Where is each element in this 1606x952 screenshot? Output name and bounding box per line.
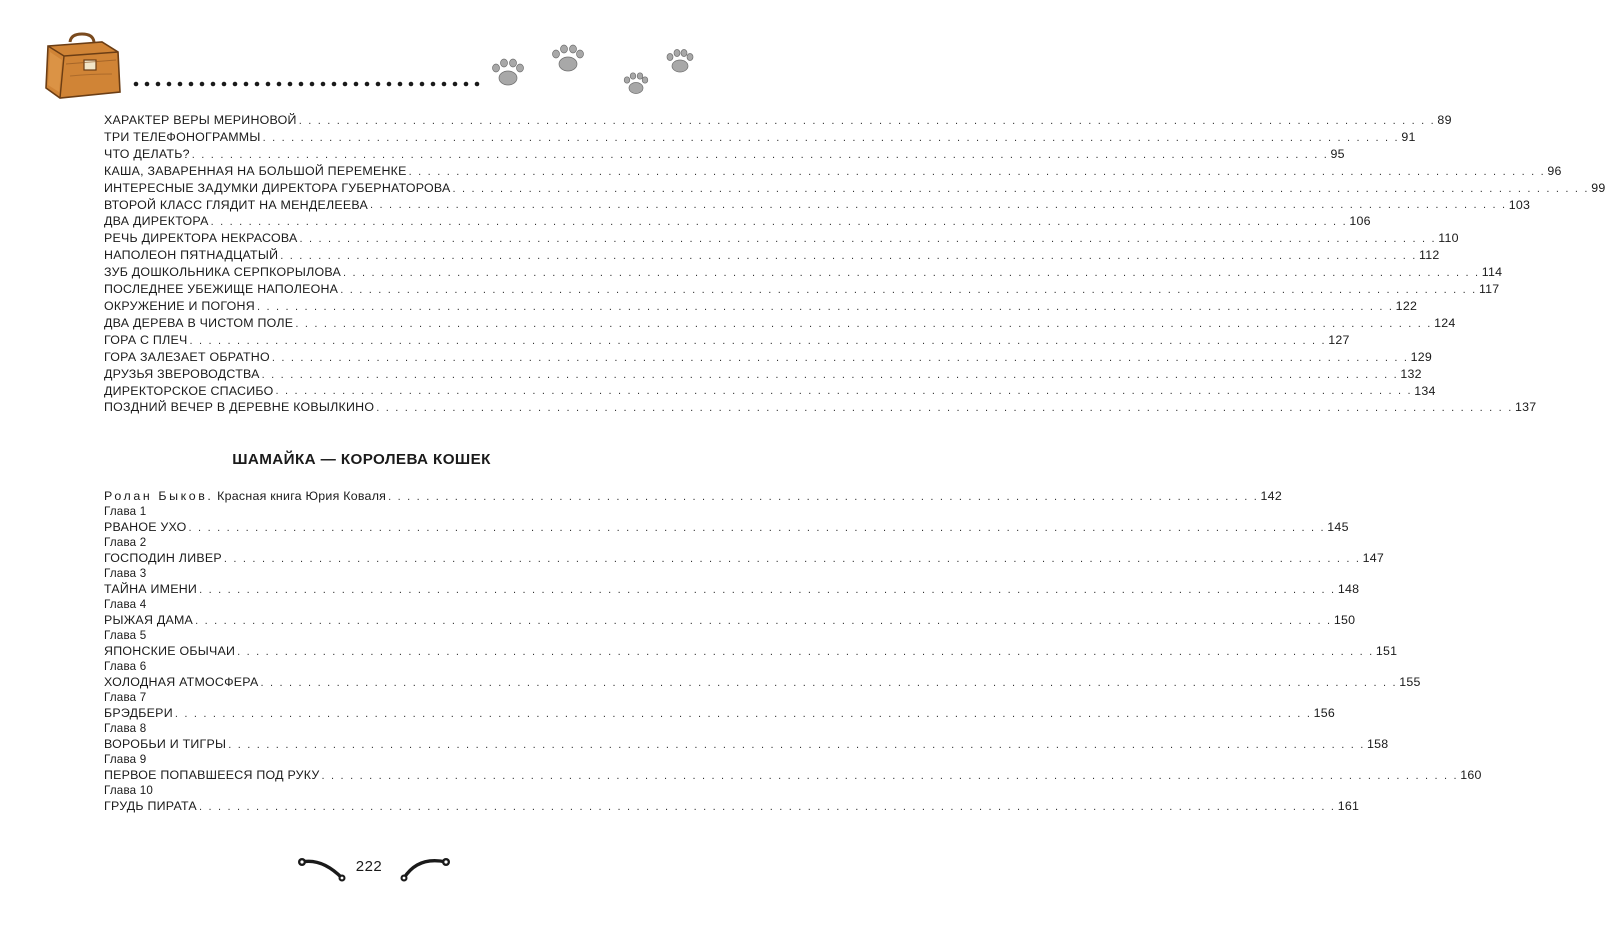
page-number: 112: [1418, 248, 1440, 263]
dot-leader: . . . . . . . . . . . . . . . . . . . . . . . . . . . . . . . . . . . . . . . . . . . . . . . . . . . . . . . . . . . . . . . . . . . . . . . . . . . . . . . . . . . . . . . . . . . .: [388, 491, 1259, 503]
dot-leader: . . . . . . . . . . . . . . . . . . . . . . . . . . . . . . . . . . . . . . . . . . . . . . . . . . . . . . . . . . . . . . . . . . . . . . . . . . . . . . . . . . . . . . . . . . . . . . . . . . . . . . . . . . . . . . . . . . . . . . . .: [295, 317, 1433, 330]
dot-leader: . . . . . . . . . . . . . . . . . . . . . . . . . . . . . . . . . . . . . . . . . . . . . . . . . . . . . . . . . . . . . . . . . . . . . . . . . . . . . . . . . . . . . . . . . . . . . . . . . . . . . . . . . . . . . . . . . . . . . . . .: [299, 233, 1437, 246]
toc-entry[interactable]: [104, 383, 1436, 400]
dot-leader: . . . . . . . . . . . . . . . . . . . . . . . . . . . . . . . . . . . . . . . . . . . . . . . . . . . . . . . . . . . . . . . . . . . . . . . . . . . . . . . . . . . . . . . . . . . . . . . . . . . . . . . . . . . . . . . . . . . . . . . .: [370, 199, 1507, 212]
toc-title: РЫЖАЯ ДАМА: [104, 613, 194, 627]
page-number: 95: [1330, 146, 1345, 161]
toc-entry[interactable]: [104, 163, 1562, 180]
page-number: 134: [1414, 383, 1436, 398]
toc-title: ДРУЗЬЯ ЗВЕРОВОДСТВА: [104, 366, 260, 381]
toc-entry[interactable]: [104, 298, 1418, 315]
page-number: 124: [1434, 315, 1456, 330]
chapter-label: Глава 5: [104, 629, 147, 642]
left-handle-ornament: [296, 852, 348, 882]
dot-leader: . . . . . . . . . . . . . . . . . . . . . . . . . . . . . . . . . . . . . . . . . . . . . . . . . . . . . . . . . . . . . . . . . . . . . . . . . . . . . . . . . . . . . . . . . . . . . . . . . . . . . . . . . . . . . . . . . . . . . . . .: [376, 402, 1513, 415]
chapter-label: Глава 10: [104, 784, 154, 797]
toc-title: ДВА ДЕРЕВА В ЧИСТОМ ПОЛЕ: [104, 315, 294, 330]
dot-leader: . . . . . . . . . . . . . . . . . . . . . . . . . . . . . . . . . . . . . . . . . . . . . . . . . . . . . . . . . . . . . . . . . . . . . . . . . . . . . . . . . . . . . . . . . . . . . . . . . . . . . . . . . . . . . . . . . . . . . . . .: [223, 553, 1361, 565]
dot-leader: . . . . . . . . . . . . . . . . . . . . . . . . . . . . . . . . . . . . . . . . . . . . . . . . . . . . . . . . . . . . . . . . . . . . . . . . . . . . . . . . . . . . . . . . . . . . . . . . . . . . . . . . . . . . . . . . . . . . . . . .: [198, 801, 1336, 813]
page-number: 147: [1362, 551, 1385, 565]
chapter-label: Глава 2: [104, 536, 147, 549]
toc-title: ГОСПОДИН ЛИВЕР: [104, 551, 222, 565]
right-handle-ornament: [398, 852, 452, 882]
dot-leader: . . . . . . . . . . . . . . . . . . . . . . . . . . . . . . . . . . . . . . . . . . . . . . . . . . . . . . . . . . . . . . . . . . . . . . . . . . . . . . . . . . . . . . . . . . . . . . . . . . . . . . . . . . . . . . . . . . . . . . . .: [191, 148, 1329, 161]
toc-title: ВТОРОЙ КЛАСС ГЛЯДИТ НА МЕНДЕЛЕЕВА: [104, 197, 369, 212]
dot-leader: . . . . . . . . . . . . . . . . . . . . . . . . . . . . . . . . . . . . . . . . . . . . . . . . . . . . . . . . . . . . . . . . . . . . . . . . . . . . . . . . . . . . . . . . . . . . . . . . . . . . . . . . . . . . . . . . . . . . . . . .: [262, 131, 1400, 144]
toc-chapter-entry[interactable]: [104, 629, 1398, 660]
toc-title: ДИРЕКТОРСКОЕ СПАСИБО: [104, 383, 274, 398]
toc-title: ОКРУЖЕНИЕ И ПОГОНЯ: [104, 298, 255, 313]
chapter-label: Глава 8: [104, 722, 147, 735]
page-number: 145: [1327, 520, 1349, 534]
page-number: 117: [1478, 282, 1500, 297]
toc-title: ГОРА С ПЛЕЧ: [104, 332, 188, 347]
dot-leader: . . . . . . . . . . . . . . . . . . . . . . . . . . . . . . . . . . . . . . . . . . . . . . . . . . . . . . . . . . . . . . . . . . . . . . . . . . . . . . . . . . . . . . . . . . . . . . . . . . . . . . . . . . . . . . . . . . . . . . . .: [228, 739, 1365, 751]
page-number: 161: [1337, 799, 1360, 813]
toc-title: ПОЗДНИЙ ВЕЧЕР В ДЕРЕВНЕ КОВЫЛКИНО: [104, 400, 375, 415]
dot-leader: . . . . . . . . . . . . . . . . . . . . . . . . . . . . . . . . . . . . . . . . . . . . . . . . . . . . . . . . . . . . . . . . . . . . . . . . . . . . . . . . . . . . . . . . . . . . . . . . . . . . . . . . . . . . . . . . . . . . . . . .: [452, 182, 1590, 195]
page-number: 114: [1481, 265, 1503, 280]
toc-title: ДВА ДИРЕКТОРА: [104, 214, 209, 229]
dot-leader: . . . . . . . . . . . . . . . . . . . . . . . . . . . . . . . . . . . . . . . . . . . . . . . . . . . . . . . . . . . . . . . . . . . . . . . . . . . . . . . . . . . . . . . . . . . . . . . . . . . . . . . . . . . . . . . . . . . . . . . .: [271, 351, 1409, 364]
toc-title: ЯПОНСКИЕ ОБЫЧАИ: [104, 644, 236, 658]
page-number: 158: [1366, 737, 1389, 751]
toc-list-part2: [104, 486, 1482, 815]
toc-entry[interactable]: [104, 281, 1500, 298]
dot-leader: . . . . . . . . . . . . . . . . . . . . . . . . . . . . . . . . . . . . . . . . . . . . . . . . . . . . . . . . . . . . . . . . . . . . . . . . . . . . . . . . . . . . . . . . . . . . . . . . . . . . . . . . . . . . . . . . . . . . . . . .: [275, 385, 1413, 398]
page-number: 156: [1313, 706, 1336, 720]
page-number: 148: [1337, 582, 1360, 596]
toc-entry[interactable]: [104, 180, 1606, 197]
dot-leader: . . . . . . . . . . . . . . . . . . . . . . . . . . . . . . . . . . . . . . . . . . . . . . . . . . . . . . . . . . . . . . . . . . . . . . . . . . . . . . . . . . . . . . . . . . . . . . . . . . . . . . . . . . . . . . . . . . . . . . . .: [189, 334, 1327, 347]
dot-leader: . . . . . . . . . . . . . . . . . . . . . . . . . . . . . . . . . . . . . . . . . . . . . . . . . . . . . . . . . . . . . . . . . . . . . . . . . . . . . . . . . . . . . . . . . . . . . . . . . . . . . . . . . . . . . . . . . . . . . . . .: [343, 267, 1480, 280]
page-number: 96: [1547, 163, 1562, 178]
intro-author: Ролан Быков.: [104, 489, 214, 503]
toc-entry[interactable]: [104, 264, 1503, 281]
chapter-label: Глава 7: [104, 691, 147, 704]
page-number: 150: [1333, 613, 1356, 627]
toc-entry[interactable]: [104, 146, 1345, 163]
toc-entry[interactable]: [104, 315, 1456, 332]
toc-entry[interactable]: [104, 247, 1440, 264]
dot-leader: . . . . . . . . . . . . . . . . . . . . . . . . . . . . . . . . . . . . . . . . . . . . . . . . . . . . . . . . . . . . . . . . . . . . . . . . . . . . . . . . . . . . . . . . . . . . . . . . . . . . . . . . . . . . . . . . . . . . . . . .: [298, 114, 1436, 127]
dot-leader: . . . . . . . . . . . . . . . . . . . . . . . . . . . . . . . . . . . . . . . . . . . . . . . . . . . . . . . . . . . . . . . . . . . . . . . . . . . . . . . . . . . . . . . . . . . . . . . . . . . . . . . . . . . . . . . . . . . . . . . .: [280, 250, 1417, 263]
toc-entry[interactable]: [104, 197, 1531, 214]
toc-chapter-entry[interactable]: [104, 784, 1360, 815]
toc-chapter-entry[interactable]: [104, 567, 1360, 598]
intro-title: Красная книга Юрия Коваля: [217, 489, 387, 503]
briefcase-icon: [40, 30, 124, 102]
page-number: 99: [1591, 180, 1606, 195]
toc-title: ИНТЕРЕСНЫЕ ЗАДУМКИ ДИРЕКТОРА ГУБЕРНАТОРОВА: [104, 180, 451, 195]
toc-chapter-entry[interactable]: [104, 536, 1385, 567]
dot-leader: . . . . . . . . . . . . . . . . . . . . . . . . . . . . . . . . . . . . . . . . . . . . . . . . . . . . . . . . . . . . . . . . . . . . . . . . . . . . . . . . . . . . . . . . . . . . . . . . . . . . . . . . . . . . . . . . . . . . . . . .: [199, 584, 1336, 596]
toc-title: ВОРОБЬИ И ТИГРЫ: [104, 737, 227, 751]
page-number: 129: [1410, 349, 1433, 364]
page-number: 132: [1400, 366, 1422, 381]
toc-title: НАПОЛЕОН ПЯТНАДЦАТЫЙ: [104, 248, 279, 263]
chapter-label: Глава 3: [104, 567, 147, 580]
toc-entry[interactable]: [104, 349, 1433, 366]
toc-title: ТАЙНА ИМЕНИ: [104, 582, 198, 596]
toc-entry[interactable]: [104, 366, 1422, 383]
toc-entry[interactable]: [104, 112, 1452, 129]
toc-title: ПЕРВОЕ ПОПАВШЕЕСЯ ПОД РУКУ: [104, 768, 320, 782]
toc-chapter-entry[interactable]: [104, 598, 1356, 629]
dot-leader: . . . . . . . . . . . . . . . . . . . . . . . . . . . . . . . . . . . . . . . . . . . . . . . . . . . . . . . . . . . . . . . . . . . . . . . . . . . . . . . . . . . . . . . . . . . . . . . . . . . . . . . . . . . . . . . . . . . . . . . .: [237, 646, 1374, 658]
toc-title: ГОРА ЗАЛЕЗАЕТ ОБРАТНО: [104, 349, 270, 364]
page-number: 110: [1438, 231, 1459, 246]
toc-title: РЕЧЬ ДИРЕКТОРА НЕКРАСОВА: [104, 231, 298, 246]
toc-entry[interactable]: [104, 213, 1371, 230]
toc-entry[interactable]: [104, 332, 1350, 349]
toc-title: ЗУБ ДОШКОЛЬНИКА СЕРПКОРЫЛОВА: [104, 265, 342, 280]
dot-leader: . . . . . . . . . . . . . . . . . . . . . . . . . . . . . . . . . . . . . . . . . . . . . . . . . . . . . . . . . . . . . . . . . . . . . . . . . . . . . . . . . . . . . . . . . . . . . . . . . . . . . . . . . . . . . . . . . . . . . . . .: [340, 283, 1477, 296]
section-title: ШАМАЙКА — КОРОЛЕВА КОШЕК: [232, 451, 491, 468]
dot-leader: . . . . . . . . . . . . . . . . . . . . . . . . . . . . . . . . . . . . . . . . . . . . . . . . . . . . . . . . . . . . . . . . . . . . . . . . . . . . . . . . . . . . . . . . . . . . . . . . . . . . . . . . . . . . . . . . . . . . . . . .: [261, 368, 1399, 381]
page-number: 122: [1395, 298, 1418, 313]
toc-list-part1: [104, 112, 1606, 416]
dotted-divider: [132, 78, 484, 90]
toc-chapter-entry[interactable]: [104, 753, 1482, 784]
dot-leader: . . . . . . . . . . . . . . . . . . . . . . . . . . . . . . . . . . . . . . . . . . . . . . . . . . . . . . . . . . . . . . . . . . . . . . . . . . . . . . . . . . . . . . . . . . . . . . . . . . . . . . . . . . . . . . . . . . . . . . . .: [408, 165, 1546, 178]
toc-chapter-entry[interactable]: [104, 691, 1336, 722]
toc-entry[interactable]: [104, 230, 1459, 247]
dot-leader: . . . . . . . . . . . . . . . . . . . . . . . . . . . . . . . . . . . . . . . . . . . . . . . . . . . . . . . . . . . . . . . . . . . . . . . . . . . . . . . . . . . . . . . . . . . . . . . . . . . . . . . . . . . . . . . . . . . . . . . .: [260, 677, 1398, 689]
toc-chapter-entry[interactable]: [104, 660, 1421, 691]
chapter-label: Глава 1: [104, 505, 147, 518]
toc-title: БРЭДБЕРИ: [104, 706, 173, 720]
toc-chapter-entry[interactable]: [104, 505, 1349, 536]
toc-entry[interactable]: [104, 399, 1537, 416]
toc-entry-intro[interactable]: [104, 488, 1282, 505]
toc-chapter-entry[interactable]: [104, 722, 1389, 753]
dot-leader: . . . . . . . . . . . . . . . . . . . . . . . . . . . . . . . . . . . . . . . . . . . . . . . . . . . . . . . . . . . . . . . . . . . . . . . . . . . . . . . . . . . . . . . . . . . . . . . . . . . . . . . . . . . . . . . . . . . . . . . .: [210, 216, 1348, 229]
page-number: 106: [1349, 214, 1371, 229]
toc-entry[interactable]: [104, 129, 1416, 146]
page-number: 127: [1328, 332, 1350, 347]
paw-prints-icon: [486, 38, 696, 104]
chapter-label: Глава 4: [104, 598, 147, 611]
dot-leader: . . . . . . . . . . . . . . . . . . . . . . . . . . . . . . . . . . . . . . . . . . . . . . . . . . . . . . . . . . . . . . . . . . . . . . . . . . . . . . . . . . . . . . . . . . . . . . . . . . . . . . . . . . . . . . . . . . . . . . . .: [256, 300, 1394, 313]
chapter-label: Глава 6: [104, 660, 147, 673]
toc-title: ПОСЛЕДНЕЕ УБЕЖИЩЕ НАПОЛЕОНА: [104, 282, 339, 297]
toc-title: ТРИ ТЕЛЕФОНОГРАММЫ: [104, 129, 261, 144]
page-number: 160: [1460, 768, 1482, 782]
page-number: 89: [1437, 113, 1452, 127]
page-number: 151: [1375, 644, 1398, 658]
dot-leader: . . . . . . . . . . . . . . . . . . . . . . . . . . . . . . . . . . . . . . . . . . . . . . . . . . . . . . . . . . . . . . . . . . . . . . . . . . . . . . . . . . . . . . . . . . . . . . . . . . . . . . . . . . . . . . . . . . . . . . . .: [321, 770, 1459, 782]
toc-title: КАША, ЗАВАРЕННАЯ НА БОЛЬШОЙ ПЕРЕМЕНКЕ: [104, 163, 407, 178]
page-number: 91: [1401, 129, 1416, 144]
dot-leader: . . . . . . . . . . . . . . . . . . . . . . . . . . . . . . . . . . . . . . . . . . . . . . . . . . . . . . . . . . . . . . . . . . . . . . . . . . . . . . . . . . . . . . . . . . . . . . . . . . . . . . . . . . . . . . . . . . . . . . . .: [188, 522, 1326, 534]
chapter-label: Глава 9: [104, 753, 147, 766]
page-number: 142: [1260, 489, 1282, 503]
page-number-footer: 222: [355, 858, 383, 875]
dot-leader: . . . . . . . . . . . . . . . . . . . . . . . . . . . . . . . . . . . . . . . . . . . . . . . . . . . . . . . . . . . . . . . . . . . . . . . . . . . . . . . . . . . . . . . . . . . . . . . . . . . . . . . . . . . . . . . . . . . . . . . .: [195, 615, 1332, 627]
toc-title: ХОЛОДНАЯ АТМОСФЕРА: [104, 675, 259, 689]
toc-title: РВАНОЕ УХО: [104, 520, 187, 534]
dot-leader: . . . . . . . . . . . . . . . . . . . . . . . . . . . . . . . . . . . . . . . . . . . . . . . . . . . . . . . . . . . . . . . . . . . . . . . . . . . . . . . . . . . . . . . . . . . . . . . . . . . . . . . . . . . . . . . . . . . . . . . .: [174, 708, 1312, 720]
page-number: 103: [1508, 197, 1531, 212]
toc-title: ГРУДЬ ПИРАТА: [104, 799, 197, 813]
page-number: 155: [1399, 675, 1421, 689]
toc-title: ХАРАКТЕР ВЕРЫ МЕРИНОВОЙ: [104, 113, 297, 127]
page-number: 137: [1514, 400, 1537, 415]
toc-title: ЧТО ДЕЛАТЬ?: [104, 146, 190, 161]
page-header: [0, 0, 723, 110]
